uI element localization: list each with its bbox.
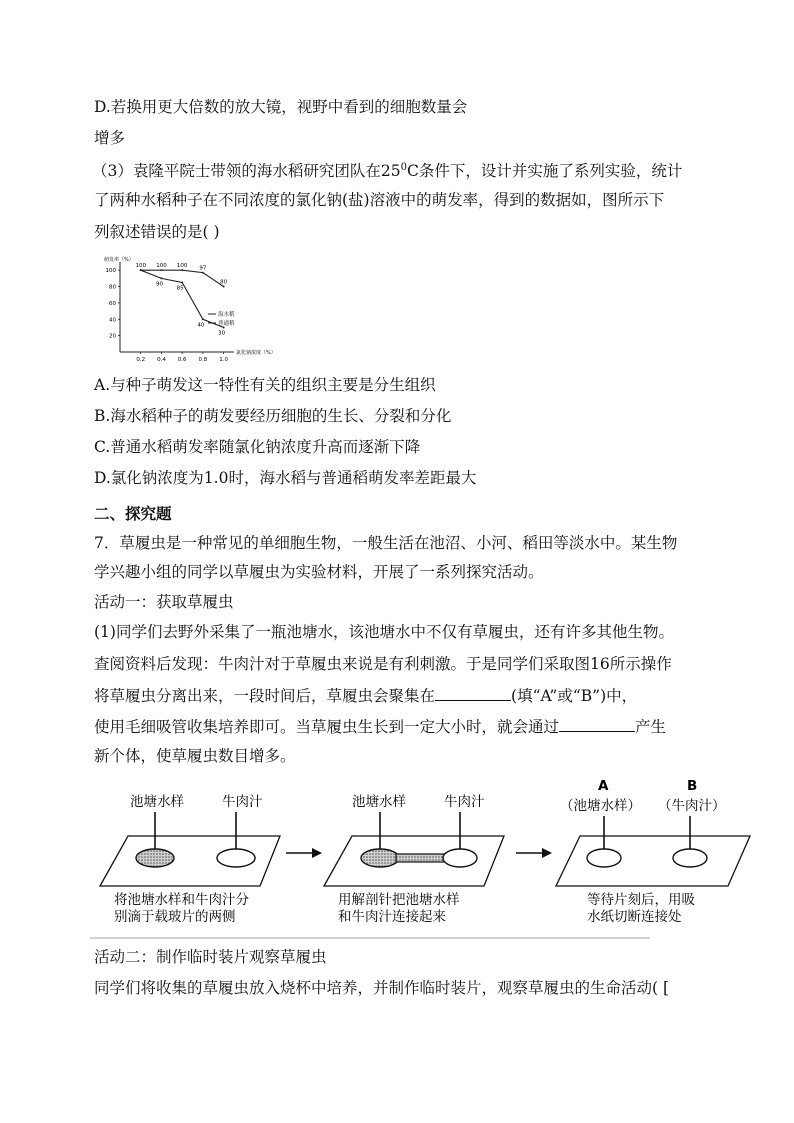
y-tick-label: 20 <box>109 333 116 340</box>
panel1-caption-line2: 别滴于载玻片的两侧 <box>114 909 236 925</box>
q7-intro-line1: 7．草履虫是一种常见的单细胞生物，一般生活在池沼、小河、稻田等淡水中。某生物 <box>94 534 678 552</box>
q7-paragraph-line4-b: 产生 <box>635 718 667 736</box>
q3-stem-superscript: 0 <box>400 162 407 173</box>
legend-label-haishuidao: 海水稻 <box>218 312 235 318</box>
q3-option-a: A.与种子萌发这一特性有关的组织主要是分生组织 <box>94 376 436 394</box>
diagram-panel-2 <box>324 793 504 925</box>
x-tick-label: 0.8 <box>198 357 208 363</box>
panel2-beef-broth-drop <box>443 849 477 867</box>
panel3-caption-line2: 水纸切断连接处 <box>587 909 682 925</box>
x-tick-label: 0.4 <box>157 357 166 363</box>
panel1-pond-water-drop <box>136 849 174 867</box>
legend-label-putongdao: 普通稻 <box>218 321 235 327</box>
panel2-label-pond-water: 池塘水样 <box>352 794 406 810</box>
data-label: 30 <box>218 330 226 337</box>
panel3-glass-slide <box>556 836 750 886</box>
q7-paragraph-line5: 新个体，使草履虫数目增多。 <box>94 747 296 765</box>
data-label: 97 <box>199 265 207 272</box>
panel3-drop-b <box>673 849 707 867</box>
y-tick-label: 60 <box>109 300 116 307</box>
data-label: 85 <box>176 285 184 292</box>
arrow-right-icon <box>516 848 552 858</box>
q3-stem-line2: 了两种水稻种子在不同浓度的氯化钠(盐)溶液中的萌发率，得到的数据如，图所示下 <box>94 191 665 209</box>
panel2-caption-line1: 用解剖针把池塘水样 <box>338 892 460 908</box>
panel3-letter-a: A <box>598 778 609 794</box>
q7-intro-line2: 学兴趣小组的同学以草履虫为实验材料，开展了一系列探究活动。 <box>94 563 544 581</box>
series-point-1 <box>160 277 162 279</box>
q7-paragraph-line4-a: 使用毛细吸管收集培养即可。当草履虫生长到一定大小时，就会通过 <box>94 718 560 736</box>
panel3-drop-a <box>587 849 621 867</box>
y-tick-label: 100 <box>105 268 116 275</box>
data-label: 100 <box>135 263 146 270</box>
diagram-panel-3 <box>556 778 750 925</box>
q6-option-d-line2: 增多 <box>94 129 126 147</box>
series-line-0 <box>141 270 224 286</box>
answer-blank-1[interactable] <box>435 684 511 701</box>
panel2-label-beef-broth: 牛肉汁 <box>444 794 485 810</box>
panel3-caption-line1: 等待片刻后，用吸 <box>587 892 695 908</box>
data-label: 40 <box>197 322 205 329</box>
chart-legend <box>208 310 235 327</box>
x-tick-label: 1.0 <box>219 357 229 363</box>
panel2-caption-line2: 和牛肉汁连接起来 <box>338 909 446 925</box>
series-point-0 <box>181 269 183 271</box>
germination-chart <box>96 250 296 365</box>
q7-paragraph-line1: (1)同学们去野外采集了一瓶池塘水，该池塘水中不仅有草履虫，还有许多其他生物。 <box>94 623 674 641</box>
diagram-panel-1 <box>100 793 280 925</box>
q3-option-b: B.海水稻种子的萌发要经历细胞的生长、分裂和分化 <box>94 407 452 425</box>
series-point-1 <box>140 269 142 271</box>
panel3-label-pond-water: （池塘水样） <box>560 798 641 814</box>
q7-paragraph-line6: 同学们将收集的草履虫放入烧杯中培养，并制作临时装片，观察草履虫的生命活动( [ <box>94 979 670 997</box>
data-label: 100 <box>176 263 188 270</box>
series-point-1 <box>202 318 204 320</box>
q7-paragraph-line3-a: 将草履虫分离出来，一段时间后，草履虫会聚集在 <box>94 687 436 705</box>
experiment-diagram <box>90 778 770 943</box>
panel1-label-beef-broth: 牛肉汁 <box>222 794 263 810</box>
section-title: 二、探究题 <box>94 505 172 523</box>
q3-option-c: C.普通水稻萌发率随氯化钠浓度升高而逐渐下降 <box>94 438 421 456</box>
panel1-caption-line1: 将池塘水样和牛肉汁分 <box>114 892 249 908</box>
series-point-0 <box>160 269 162 271</box>
q3-stem-part-a: （3）袁隆平院士带领的海水稻研究团队在25 <box>92 162 401 181</box>
y-tick-label: 80 <box>109 284 116 291</box>
q7-activity2-heading: 活动二：制作临时装片观察草履虫 <box>94 948 327 966</box>
panel1-beef-broth-drop <box>217 849 255 867</box>
q3-stem-part-b: C条件下，设计并实施了系列实验，统计 <box>406 162 683 181</box>
panel3-label-beef-broth: （牛肉汁） <box>658 798 726 814</box>
q3-option-d: D.氯化钠浓度为1.0时，海水稻与普通稻萌发率差距最大 <box>94 469 477 487</box>
panel2-connecting-channel <box>396 854 446 862</box>
y-tick-label: 40 <box>109 317 116 324</box>
q3-stem-line3: 列叙述错误的是( ) <box>94 223 220 241</box>
data-label: 90 <box>155 281 163 288</box>
q6-option-d-line1: D.若换用更大倍数的放大镜，视野中看到的细胞数量会 <box>94 98 468 116</box>
q7-paragraph-line3-b: (填“A”或“B”)中， <box>511 687 638 705</box>
q7-paragraph-line3 <box>94 684 637 707</box>
data-label: 100 <box>156 263 167 270</box>
data-label: 80 <box>220 279 228 286</box>
q7-paragraph-line2: 查阅资料后发现：牛肉汁对于草履虫来说是有利刺激。于是同学们采取图16所示操作 <box>94 655 672 673</box>
q7-paragraph-line4 <box>94 715 666 738</box>
x-tick-label: 0.2 <box>136 357 146 363</box>
panel1-label-pond-water: 池塘水样 <box>130 794 184 810</box>
chart-y-label: 萌发率（%） <box>104 257 134 263</box>
chart-x-label: 氯化钠浓度（%） <box>236 350 276 356</box>
answer-blank-2[interactable] <box>559 715 635 732</box>
series-point-0 <box>202 272 204 274</box>
q7-activity1-heading: 活动一：获取草履虫 <box>94 593 234 611</box>
x-tick-label: 0.6 <box>177 357 187 363</box>
arrow-right-icon <box>286 848 322 858</box>
q3-stem-line1 <box>92 157 682 182</box>
panel2-pond-water-drop <box>361 849 399 867</box>
series-point-1 <box>181 281 183 283</box>
panel3-letter-b: B <box>687 778 698 794</box>
series-point-0 <box>223 286 225 288</box>
